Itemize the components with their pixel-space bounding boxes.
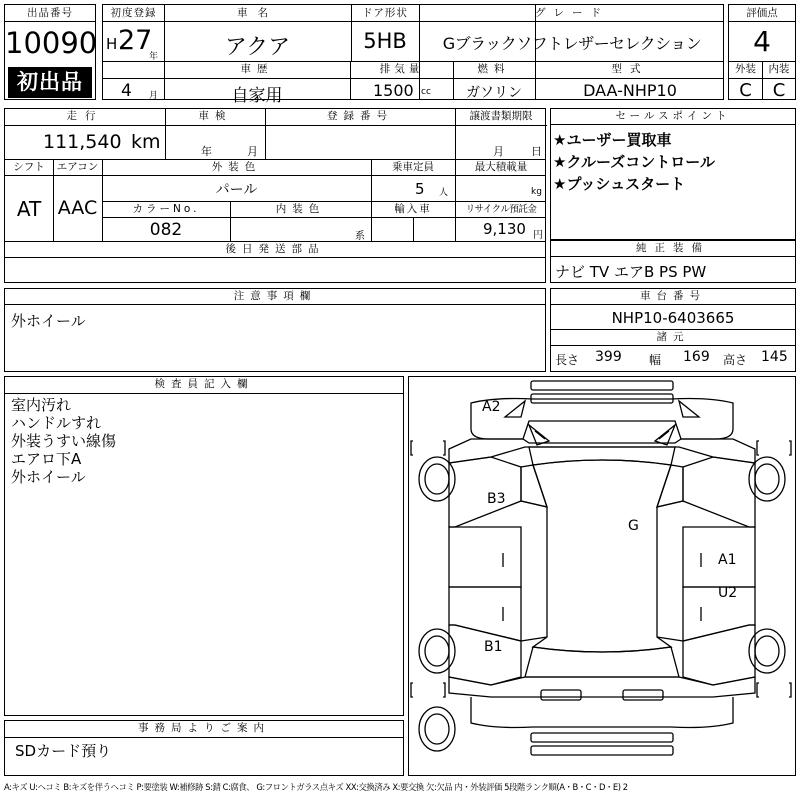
grade-label: グレード <box>535 7 609 19</box>
inspection-month: 月 <box>247 145 258 158</box>
notes-label: 注意事項欄 <box>233 290 317 302</box>
first-listing-badge: 初出品 <box>8 67 92 98</box>
inspector-line: エアロ下A <box>11 450 82 468</box>
sales-label: セールスポイント <box>615 110 731 122</box>
transfer-month: 月 <box>493 145 504 158</box>
equip-value: ナビ TV エアB PS PW <box>555 263 707 281</box>
model-value: DAA-NHP10 <box>583 81 677 100</box>
office-value: SDカード預り <box>15 742 112 760</box>
score-label: 評価点 <box>746 7 778 19</box>
inspection-label: 車検 <box>198 110 232 122</box>
shift-value: AT <box>16 197 42 221</box>
yen-unit: 円 <box>533 230 543 241</box>
mileage-value: 111,540 <box>43 131 122 153</box>
month-unit: 月 <box>149 91 159 101</box>
height-value: 145 <box>761 349 788 365</box>
grade-value: Gブラックソフトレザーセレクション <box>442 34 702 53</box>
sys-unit: 系 <box>355 231 365 242</box>
regno-label: 登録番号 <box>327 110 393 122</box>
colorno-value: 082 <box>149 220 183 240</box>
recycle-value: 9,130 <box>483 220 526 238</box>
transfer-label: 譲渡書類期限 <box>469 110 533 122</box>
lot-number: 10090 <box>5 26 98 60</box>
equip-label: 純正装備 <box>636 242 710 254</box>
kg-unit: kg <box>531 187 542 197</box>
office-label: 事務局よりご案内 <box>138 722 270 734</box>
chassis-value: NHP10-6403665 <box>611 309 735 327</box>
color-value: パール <box>215 182 258 198</box>
car-name: アクア <box>224 35 291 60</box>
mileage-label: 走行 <box>66 110 104 122</box>
sales-item: ★ユーザー買取車 <box>553 131 672 149</box>
load-label: 最大積載量 <box>474 161 528 173</box>
inspector-label: 検査員記入欄 <box>154 378 254 390</box>
year-unit: 年 <box>149 52 159 62</box>
vehicle-header <box>102 4 724 106</box>
transfer-day: 日 <box>531 145 542 158</box>
notes-value: 外ホイール <box>11 312 86 330</box>
colorno-label: カラーNo. <box>132 203 200 215</box>
damage-mark-b1: B1 <box>484 639 503 655</box>
reg-month: 4 <box>121 81 132 101</box>
sales-points <box>550 108 796 240</box>
color-label: 外装色 <box>211 161 262 173</box>
damage-mark-b3: B3 <box>487 491 506 507</box>
door-value: 5HB <box>363 29 407 53</box>
inspector-line: 室内汚れ <box>11 396 72 414</box>
sales-item: ★クルーズコントロール <box>553 153 715 171</box>
door-label: ドア形状 <box>362 7 408 19</box>
import-label: 輸入車 <box>394 203 432 215</box>
interior-grade: C <box>772 80 786 101</box>
exterior-label: 外装 <box>735 63 756 75</box>
width-label: 幅 <box>649 353 662 367</box>
len-value: 399 <box>595 349 622 365</box>
cc-unit: cc <box>421 87 431 97</box>
width-value: 169 <box>683 349 710 365</box>
chassis-label: 車台番号 <box>640 290 706 302</box>
sales-item: ★プッシュスタート <box>553 175 686 193</box>
reg-label: 初度登録 <box>110 7 157 19</box>
spec-grid <box>4 108 546 283</box>
displacement-value: 1500 <box>373 81 414 100</box>
inspector-box <box>4 376 404 716</box>
history-value: 自家用 <box>231 86 283 106</box>
notes-box <box>4 288 546 372</box>
inspector-line: ハンドルすれ <box>11 414 102 432</box>
capacity-label: 乗車定員 <box>392 161 434 173</box>
damage-mark-a2: A2 <box>482 399 501 415</box>
equipment-box <box>550 240 796 283</box>
inspection-year: 年 <box>201 145 212 158</box>
legend-footer: A:キズ U:ヘコミ B:キズを伴うヘコミ P:要塗装 W:補修跡 S:錆 C:腐食、 G:フロントガラス点キズ XX:交換済み X:要交換 欠:欠品 内・外装評価 5段階ランク順(A・B・C・D・E) 2 <box>4 782 628 792</box>
damage-mark-u2: U2 <box>718 585 738 601</box>
ac-value: AAC <box>57 197 98 219</box>
car-name-label: 車名 <box>237 7 278 19</box>
height-label: 高さ <box>723 353 748 367</box>
person-unit: 人 <box>439 188 449 198</box>
intcolor-label: 内装色 <box>275 203 326 215</box>
era: H <box>106 35 118 53</box>
score-value: 4 <box>753 25 771 58</box>
exterior-grade: C <box>739 80 752 101</box>
later-parts-label: 後日発送部品 <box>225 243 325 255</box>
reg-year: 27 <box>118 25 153 56</box>
office-box <box>4 720 404 776</box>
history-label: 車歴 <box>240 63 274 75</box>
model-label: 型式 <box>611 63 649 75</box>
dims-label: 諸元 <box>656 331 690 343</box>
ac-label: エアコン <box>56 161 99 173</box>
displacement-label: 排気量 <box>379 63 424 75</box>
capacity-value: 5 <box>415 180 425 198</box>
fuel-label: 燃料 <box>477 63 511 75</box>
damage-mark-g: G <box>628 518 639 534</box>
interior-label: 内装 <box>768 63 790 75</box>
inspector-line: 外装うすい線傷 <box>11 432 117 450</box>
car-diagram-svg <box>409 377 795 775</box>
score-box <box>728 4 796 100</box>
chassis-box <box>550 288 796 372</box>
inspector-line: 外ホイール <box>11 468 86 486</box>
recycle-label: リサイクル預託金 <box>465 204 537 215</box>
fuel-value: ガソリン <box>466 85 522 101</box>
lot-box <box>4 4 96 100</box>
shift-label: シフト <box>13 161 45 173</box>
len-label: 長さ <box>555 353 580 367</box>
damage-mark-a1: A1 <box>718 552 737 568</box>
km-unit: km <box>131 131 161 153</box>
damage-diagram <box>408 376 796 776</box>
lot-label: 出品番号 <box>27 7 73 19</box>
